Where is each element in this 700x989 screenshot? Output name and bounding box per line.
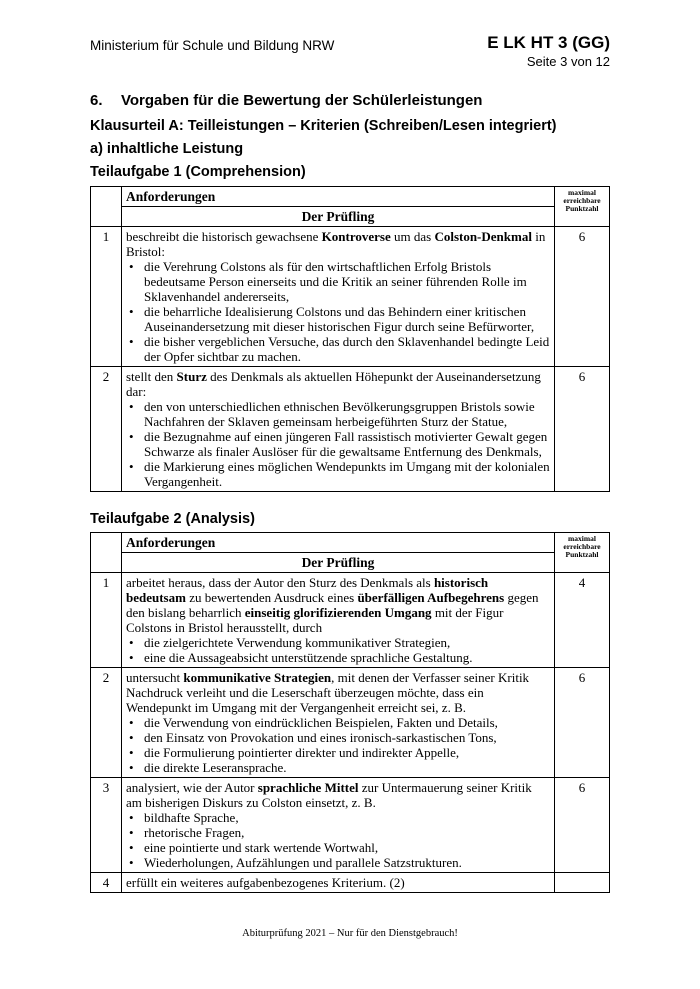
criterion-bullet: • bildhafte Sprache, — [126, 810, 550, 825]
criterion-bullet: • die direkte Leseransprache. — [126, 760, 550, 775]
subsection-heading: a) inhaltliche Leistung — [90, 141, 244, 157]
criterion-bullet: • die bisher vergeblichen Versuche, das durch den Sklavenhandel bedingte Leid der Opfer sichtbar zu machen. — [126, 334, 550, 364]
criterion-points: 6 — [555, 778, 610, 873]
criterion-points: 6 — [555, 227, 610, 367]
criterion-bullet: • den Einsatz von Provokation und eines ironisch-sarkastischen Tons, — [126, 730, 550, 745]
criterion-description — [122, 367, 555, 492]
section-number: 6. — [90, 92, 103, 109]
task2-criterion-row — [91, 778, 610, 873]
header-exam-code: E LK HT 3 (GG) — [487, 33, 610, 52]
task2-subject-header: Der Prüfling — [122, 553, 555, 573]
task2-criterion-row — [91, 873, 610, 893]
criterion-points: 6 — [555, 367, 610, 492]
criterion-bullet: • eine pointierte und stark wertende Wortwahl, — [126, 840, 550, 855]
criterion-text: stellt den Sturz des Denkmals als aktuellen Höhepunkt der Auseinandersetzung dar: — [126, 369, 541, 399]
task1-criterion-row — [91, 227, 610, 367]
criterion-number: 3 — [91, 778, 122, 873]
task1-criterion-row — [91, 367, 610, 492]
task2-number-header — [91, 533, 122, 573]
page-footer: Abiturprüfung 2021 – Nur für den Dienstgebrauch! — [242, 928, 458, 939]
criterion-points: 4 — [555, 573, 610, 668]
criterion-bullet: • eine die Aussageabsicht unterstützende sprachliche Gestaltung. — [126, 650, 550, 665]
criterion-text: analysiert, wie der Autor sprachliche Mittel zur Untermauerung seiner Kritik am bisherigen Diskurs zu Colston einsetzt, z. B. — [126, 780, 532, 810]
criterion-number: 2 — [91, 668, 122, 778]
task1-requirements-header: Anforderungen — [122, 187, 555, 207]
criterion-bullet: • die Verwendung von eindrücklichen Beispielen, Fakten und Details, — [126, 715, 550, 730]
task2-criterion-row — [91, 668, 610, 778]
criterion-bullet: • rhetorische Fragen, — [126, 825, 550, 840]
criterion-description — [122, 668, 555, 778]
criterion-number: 2 — [91, 367, 122, 492]
task2-criterion-row — [91, 573, 610, 668]
task2-requirements-header: Anforderungen — [122, 533, 555, 553]
part-heading: Klausurteil A: Teilleistungen – Kriterien (Schreiben/Lesen integriert) — [90, 118, 557, 134]
criterion-bullet: • die Formulierung pointierter direkter und indirekter Appelle, — [126, 745, 550, 760]
task1-header-row — [91, 187, 610, 207]
criterion-description — [122, 573, 555, 668]
criterion-text: untersucht kommunikative Strategien, mit denen der Verfasser seiner Kritik Nachdruck verleiht und die Leserschaft überzeugen möchte, dass ein Wendepunkt im Umgang mit der Vergangenheit erreicht sei, z. B. — [126, 670, 530, 715]
criterion-bullet-list — [126, 810, 550, 870]
task2-table — [90, 532, 610, 893]
header-page-number: Seite 3 von 12 — [526, 54, 610, 69]
header-ministry: Ministerium für Schule und Bildung NRW — [90, 38, 335, 53]
criterion-bullet-list — [126, 399, 550, 489]
criterion-bullet: • die Markierung eines möglichen Wendepunkts im Umgang mit der kolonialen Vergangenheit. — [126, 459, 550, 489]
task2-title: Teilaufgabe 2 (Analysis) — [90, 511, 255, 527]
criterion-description — [122, 873, 555, 893]
criterion-bullet: • die zielgerichtete Verwendung kommunikativer Strategien, — [126, 635, 550, 650]
criterion-bullet-list — [126, 259, 550, 364]
task1-number-header — [91, 187, 122, 227]
criterion-bullet: • die Bezugnahme auf einen jüngeren Fall rassistisch motivierter Gewalt gegen Schwarze als finaler Auslöser für die gewaltsame Entfernung des Denkmals, — [126, 429, 550, 459]
criterion-bullet: • den von unterschiedlichen ethnischen Bevölkerungsgruppen Bristols sowie Nachfahren der Sklaven gemeinsam herbeigeführten Sturz der Statue, — [126, 399, 550, 429]
section-heading — [90, 92, 482, 109]
criterion-points: 6 — [555, 668, 610, 778]
criterion-text: arbeitet heraus, dass der Autor den Sturz des Denkmals als historisch bedeutsam zu bewertenden Ausdruck eines überfälligen Aufbegehrens gegen den bislang beharrlich einseitig glorifizierenden Umgang mit der Figur Colstons in Bristol herausstellt, durch — [126, 575, 539, 635]
criterion-bullet-list — [126, 635, 550, 665]
criterion-bullet: • die beharrliche Idealisierung Colstons und das Behindern einer kritischen Auseinandersetzung mit dieser historischen Figur durch seine Befürworter, — [126, 304, 550, 334]
criterion-bullet: • die Verehrung Colstons als für den wirtschaftlichen Erfolg Bristols bedeutsame Person einerseits und die Kritik an seiner führenden Rolle im Sklavenhandel andererseits, — [126, 259, 550, 304]
criterion-number: 1 — [91, 573, 122, 668]
criterion-bullet: • Wiederholungen, Aufzählungen und parallele Satzstrukturen. — [126, 855, 550, 870]
criterion-text: erfüllt ein weiteres aufgabenbezogenes Kriterium. (2) — [126, 875, 405, 890]
criterion-number: 1 — [91, 227, 122, 367]
task1-max-points-header: maximal erreichbare Punktzahl — [555, 187, 610, 227]
criterion-description — [122, 227, 555, 367]
task2-max-points-header: maximal erreichbare Punktzahl — [555, 533, 610, 573]
criterion-number: 4 — [91, 873, 122, 893]
task2-subheader-row — [91, 553, 610, 573]
criterion-bullet-list — [126, 715, 550, 775]
task1-subject-header: Der Prüfling — [122, 207, 555, 227]
criterion-points — [555, 873, 610, 893]
task1-table — [90, 186, 610, 492]
criterion-text: beschreibt die historisch gewachsene Kontroverse um das Colston-Denkmal in Bristol: — [126, 229, 546, 259]
task1-title: Teilaufgabe 1 (Comprehension) — [90, 164, 306, 180]
task2-header-row — [91, 533, 610, 553]
criterion-description — [122, 778, 555, 873]
task1-subheader-row — [91, 207, 610, 227]
section-title: Vorgaben für die Bewertung der Schülerleistungen — [121, 92, 483, 109]
